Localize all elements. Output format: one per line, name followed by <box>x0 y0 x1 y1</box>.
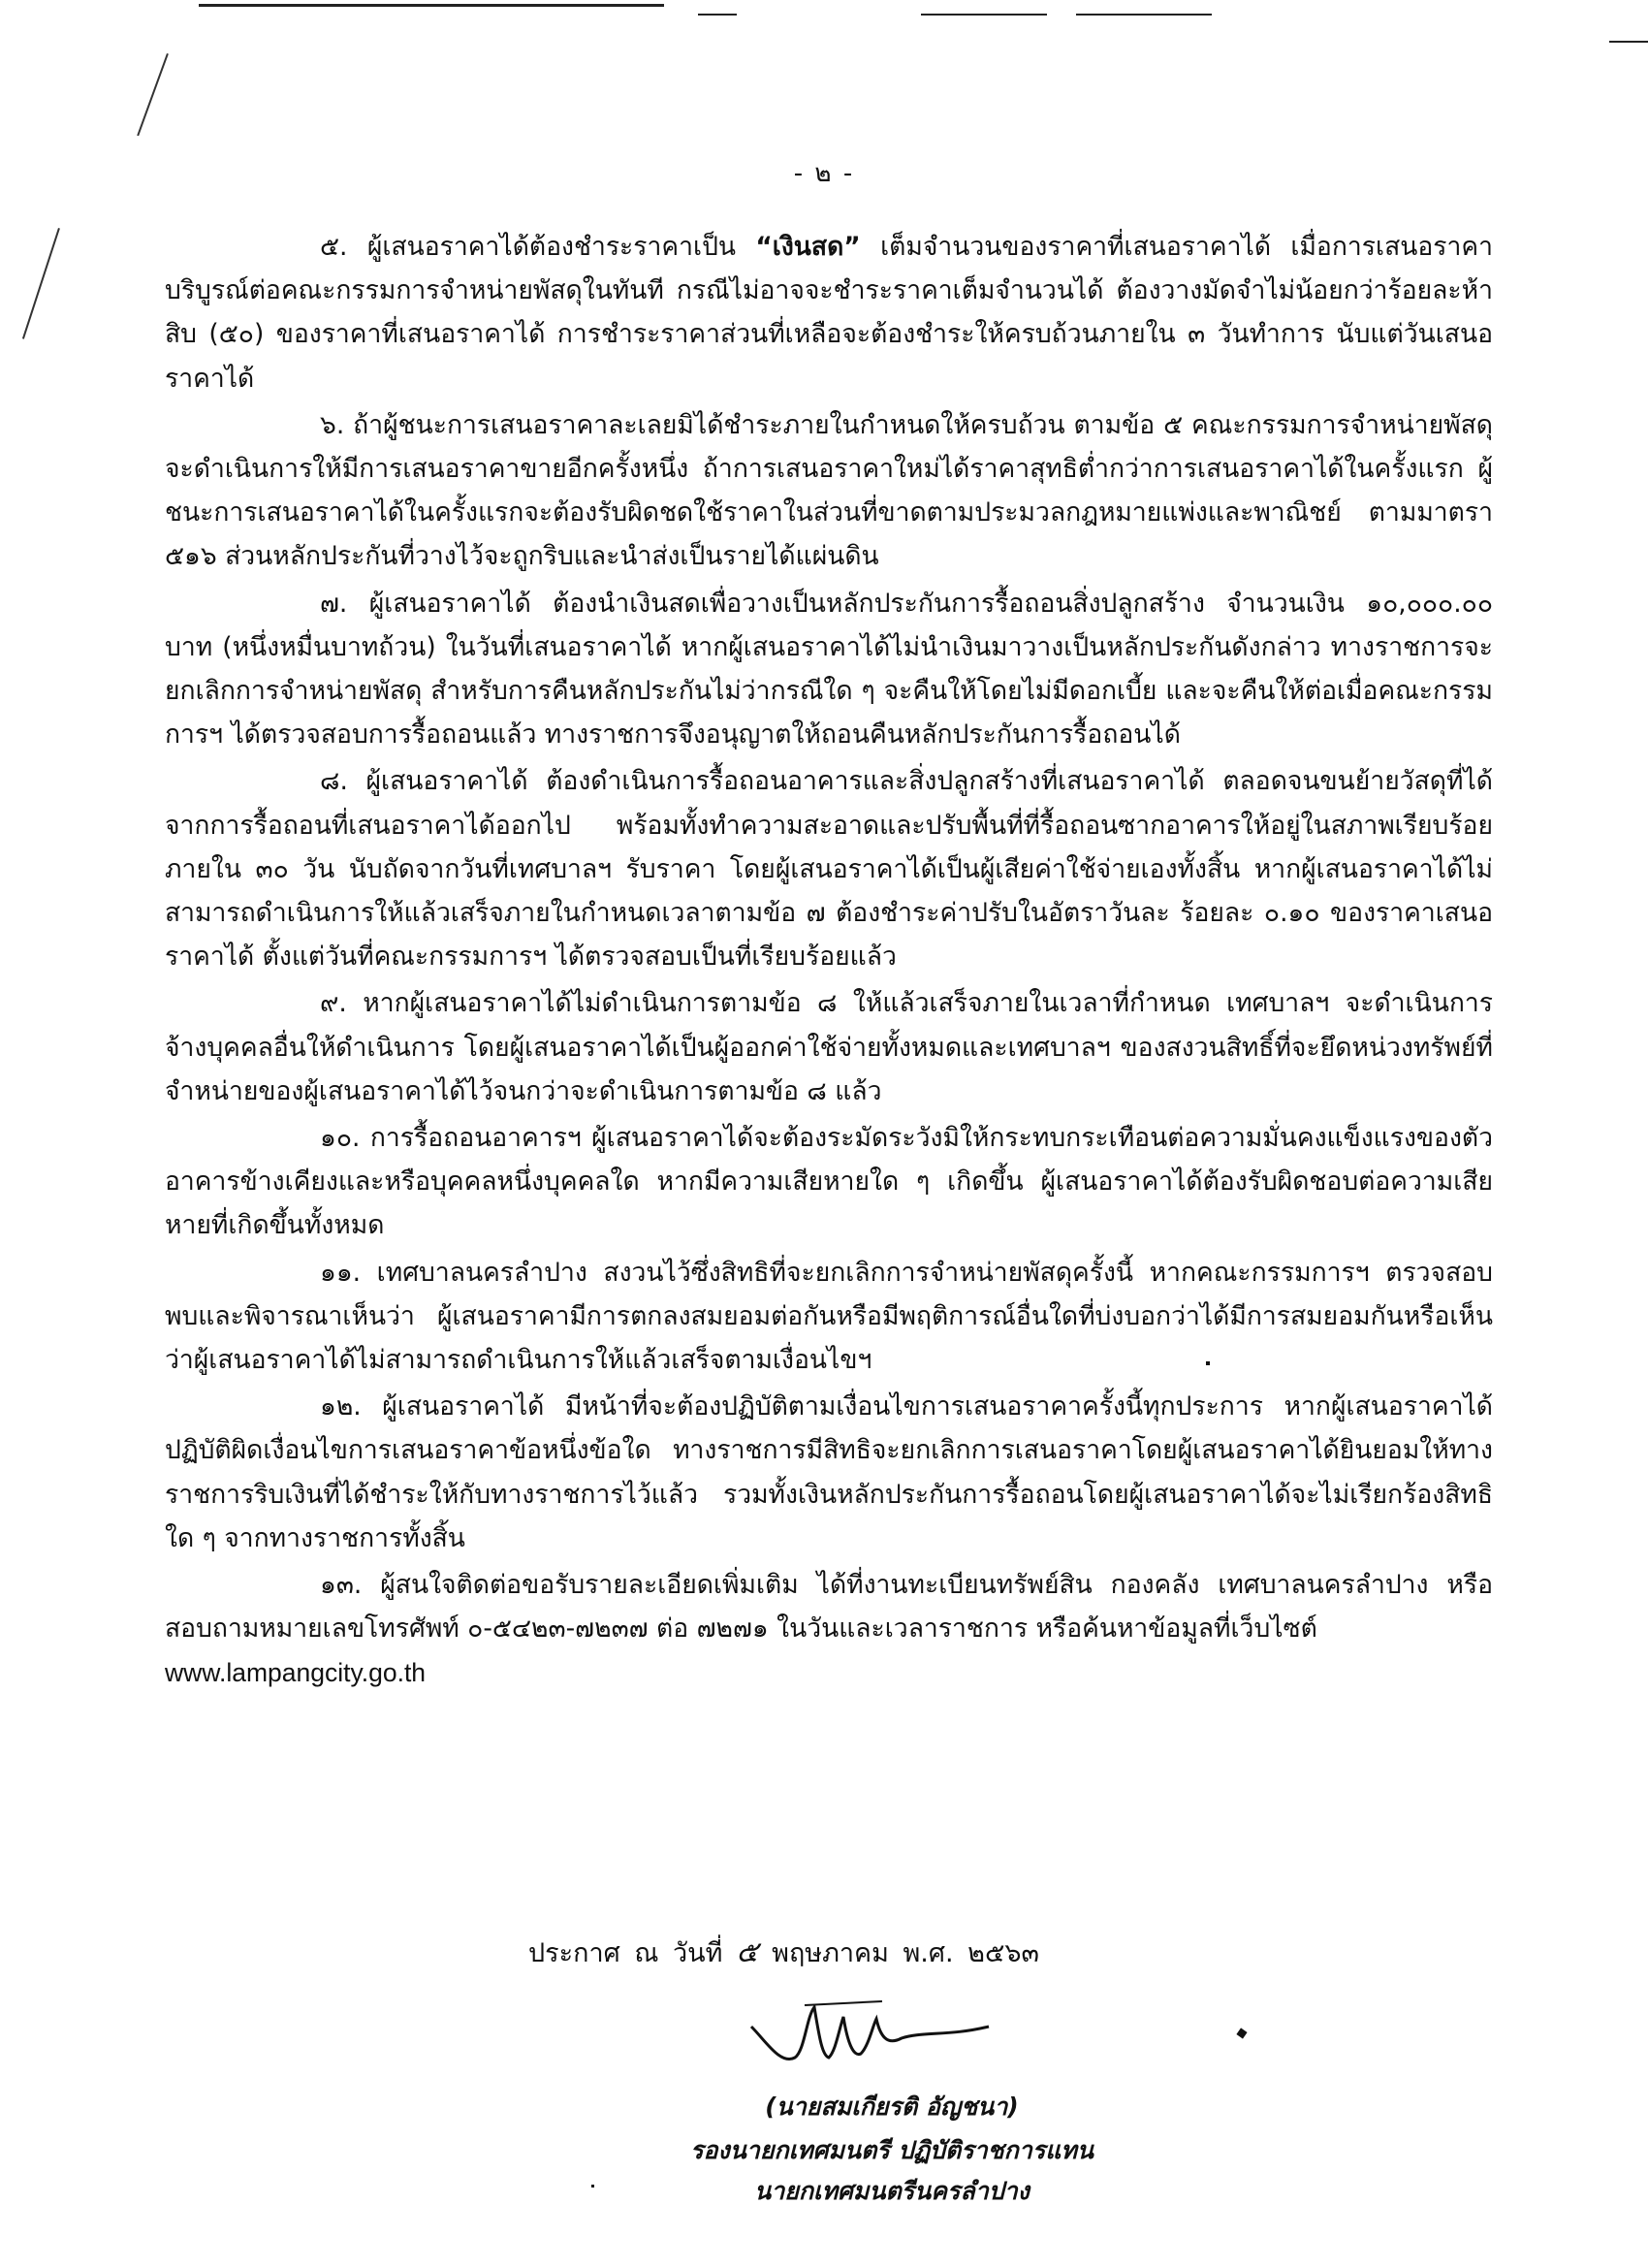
signatory-name: (นายสมเกียรติ อัญชนา) <box>765 2092 1019 2121</box>
signatory-title-2: นายกเทศมนตรีนครลำปาง <box>754 2177 1030 2205</box>
signatory-title: รองนายกเทศมนตรี ปฏิบัติราชการแทน <box>690 2136 1093 2164</box>
scan-top-rule-right <box>921 14 1047 16</box>
clause-10: ๑๐. การรื้อถอนอาคารฯ ผู้เสนอราคาได้จะต้องระมัดระวังมิให้กระทบกระเทือนต่อความมั่นคงแข็งแรงของตัวอาคารข้างเคียงและหรือบุคคลหนึ่งบุคคลใด หากมีความเสียหายใด ๆ เกิดขึ้น ผู้เสนอราคาได้ต้องรับผิดชอบต่อความเสียหายที่เกิดขึ้นทั้งหมด <box>165 1123 1493 1241</box>
scan-top-rule-far-right <box>1076 14 1212 16</box>
clause-8: ๘. ผู้เสนอราคาได้ ต้องดำเนินการรื้อถอนอาคารและสิ่งปลูกสร้างที่เสนอราคาได้ ตลอดจนขนย้ายวัสดุที่ได้จากการรื้อถอนที่เสนอราคาได้ออกไป พร้อมทั้งทำความสะอาดและปรับพื้นที่ที่รื้อถอนซากอาคารให้อยู่ในสภาพเรียบร้อย ภายใน ๓๐ วัน นับถัดจากวันที่เทศบาลฯ รับราคา โดยผู้เสนอราคาได้เป็นผู้เสียค่าใช้จ่ายเองทั้งสิ้น หากผู้เสนอราคาได้ไม่สามารถดำเนินการให้แล้วเสร็จภายในกำหนดเวลาตามข้อ ๗ ต้องชำระค่าปรับในอัตราวันละ ร้อยละ ๐.๑๐ ของราคาเสนอราคาได้ ตั้งแต่วันที่คณะกรรมการฯ ได้ตรวจสอบเป็นที่เรียบร้อยแล้ว <box>165 766 1493 973</box>
announcement-date <box>528 1930 1039 1975</box>
clause-6: ๖. ถ้าผู้ชนะการเสนอราคาละเลยมิได้ชำระภายในกำหนดให้ครบถ้วน ตามข้อ ๕ คณะกรรมการจำหน่ายพัสดุ จะดำเนินการให้มีการเสนอราคาขายอีกครั้งหนึ่ง ถ้าการเสนอราคาใหม่ได้ราคาสุทธิต่ำกว่าการเสนอราคาได้ในครั้งแรก ผู้ชนะการเสนอราคาได้ในครั้งแรกจะต้องรับผิดชดใช้ราคาในส่วนที่ขาดตามประมวลกฎหมายแพ่งและพาณิชย์ ตามมาตรา ๕๑๖ ส่วนหลักประกันที่วางไว้จะถูกริบและนำส่งเป็นรายได้แผ่นดิน <box>165 409 1493 572</box>
clause-5-text-a: ๕. ผู้เสนอราคาได้ต้องชำระราคาเป็น <box>320 232 756 262</box>
document-body <box>165 225 1493 1698</box>
scan-speck <box>1206 1361 1210 1365</box>
clause-5-cash-emphasis: “เงินสด” <box>755 232 861 262</box>
clause-12: ๑๒. ผู้เสนอราคาได้ มีหน้าที่จะต้องปฏิบัติตามเงื่อนไขการเสนอราคาครั้งนี้ทุกประการ หากผู้เสนอราคาได้ปฏิบัติผิดเงื่อนไขการเสนอราคาข้อหนึ่งข้อใด ทางราชการมีสิทธิจะยกเลิกการเสนอราคาโดยผู้เสนอราคาได้ยินยอมให้ทางราชการริบเงินที่ได้ชำระให้กับทางราชการไว้แล้ว รวมทั้งเงินหลักประกันการรื้อถอนโดยผู้เสนอราคาได้จะไม่เรียกร้องสิทธิใด ๆ จากทางราชการทั้งสิ้น <box>165 1391 1493 1553</box>
scan-dot-mark <box>1236 2028 1247 2038</box>
scan-stray-stroke-upper <box>137 53 169 136</box>
handwritten-signature <box>746 1997 998 2075</box>
clause-13 <box>165 1563 1493 1695</box>
announcement-month-year: พฤษภาคม พ.ศ. ๒๕๖๓ <box>772 1938 1039 1968</box>
clause-13-text: ๑๓. ผู้สนใจติดต่อขอรับรายละเอียดเพิ่มเติม ได้ที่งานทะเบียนทรัพย์สิน กองคลัง เทศบาลนครลำปาง หรือสอบถามหมายเลขโทรศัพท์ ๐-๕๔๒๓-๗๒๓๗ ต่อ ๗๒๗๑ ในวันและเวลาราชการ หรือค้นหาข้อมูลที่เว็บไซต์ <box>165 1570 1493 1645</box>
scan-top-rule-edge <box>1609 41 1648 43</box>
scan-stray-stroke-lower <box>22 228 60 339</box>
announcement-prefix: ประกาศ ณ วันที่ <box>528 1938 723 1968</box>
page-number: - ๒ - <box>793 159 855 188</box>
website-link[interactable]: www.lampangcity.go.th <box>165 1657 427 1687</box>
scan-speck-bottom <box>591 2185 594 2188</box>
scan-top-rule-mid <box>698 14 737 16</box>
scan-top-rule-left <box>199 4 664 7</box>
clause-11: ๑๑. เทศบาลนครลำปาง สงวนไว้ซึ่งสิทธิที่จะยกเลิกการจำหน่ายพัสดุครั้งนี้ หากคณะกรรมการฯ ตรวจสอบพบและพิจารณาเห็นว่า ผู้เสนอราคามีการตกลงสมยอมต่อกันหรือมีพฤติการณ์อื่นใดที่บ่งบอกว่าได้มีการสมยอมกันหรือเห็นว่าผู้เสนอราคาได้ไม่สามารถดำเนินการให้แล้วเสร็จตามเงื่อนไขฯ <box>165 1257 1493 1376</box>
clause-5-text-b: เต็มจำนวนของราคาที่เสนอราคาได้ เมื่อการเสนอราคาบริบูรณ์ต่อคณะกรรมการจำหน่ายพัสดุในทันที กรณีไม่อาจจะชำระราคาเต็มจำนวนได้ ต้องวางมัดจำไม่น้อยกว่าร้อยละห้าสิบ (๕๐) ของราคาที่เสนอราคาได้ การชำระราคาส่วนที่เหลือจะต้องชำระให้ครบถ้วนภายใน ๓ วันทำการ นับแต่วันเสนอราคาได้ <box>165 232 1493 394</box>
clause-7: ๗. ผู้เสนอราคาได้ ต้องนำเงินสดเพื่อวางเป็นหลักประกันการรื้อถอนสิ่งปลูกสร้าง จำนวนเงิน ๑๐,๐๐๐.๐๐ บาท (หนึ่งหมื่นบาทถ้วน) ในวันที่เสนอราคาได้ หากผู้เสนอราคาได้ไม่นำเงินมาวางเป็นหลักประกันดังกล่าว ทางราชการจะยกเลิกการจำหน่ายพัสดุ สำหรับการคืนหลักประกันไม่ว่ากรณีใด ๆ จะคืนให้โดยไม่มีดอกเบี้ย และจะคืนให้ต่อเมื่อคณะกรรมการฯ ได้ตรวจสอบการรื้อถอนแล้ว ทางราชการจึงอนุญาตให้ถอนคืนหลักประกันการรื้อถอนได้ <box>165 588 1493 751</box>
clause-5 <box>165 225 1493 400</box>
clause-9: ๙. หากผู้เสนอราคาได้ไม่ดำเนินการตามข้อ ๘ ให้แล้วเสร็จภายในเวลาที่กำหนด เทศบาลฯ จะดำเนินการจ้างบุคคลอื่นให้ดำเนินการ โดยผู้เสนอราคาได้เป็นผู้ออกค่าใช้จ่ายทั้งหมดและเทศบาลฯ ของสงวนสิทธิ์ที่จะยึดหน่วงทรัพย์ที่จำหน่ายของผู้เสนอราคาได้ไว้จนกว่าจะดำเนินการตามข้อ ๘ แล้ว <box>165 988 1493 1106</box>
announcement-day: ๕ <box>736 1935 759 1969</box>
